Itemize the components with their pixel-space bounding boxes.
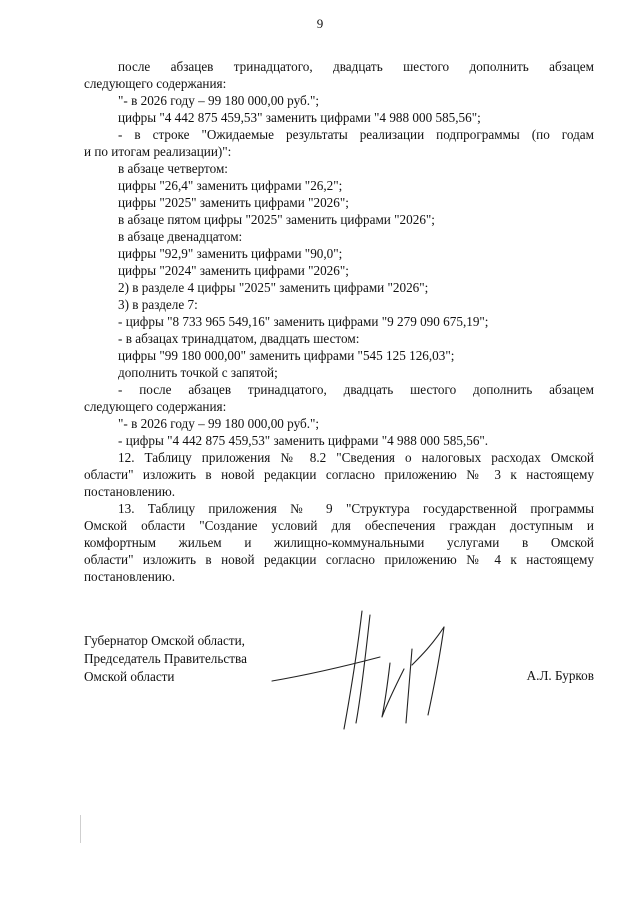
text-line: комфортным жильем и жилищно-коммунальными услугами в Омской [84,535,594,550]
text-line: дополнить точкой с запятой; [118,365,278,380]
handwritten-signature [262,605,462,735]
signatory-title-line: Губернатор Омской области, [84,633,245,648]
text-line: "- в 2026 году – 99 180 000,00 руб."; [118,416,320,431]
text-line: 13. Таблицу приложения № 9 "Структура государственной программы [118,501,594,516]
text-line: области" изложить в новой редакции согласно приложению № 4 к настоящему [84,552,594,567]
text-line: - в абзацах тринадцатом, двадцать шестом: [118,331,360,346]
text-line: после абзацев тринадцатого, двадцать шестого дополнить абзацем [118,59,594,74]
text-line: постановлению. [84,569,176,584]
text-line: постановлению. [84,484,176,499]
signatory-title-line: Председатель Правительства [84,651,247,666]
text-line: в абзаце двенадцатом: [118,229,243,244]
text-line: цифры "92,9" заменить цифрами "90,0"; [118,246,343,261]
signatory-title [84,632,247,686]
text-line: в абзаце пятом цифры "2025" заменить цифрами "2026"; [118,212,435,227]
text-line: следующего содержания: [84,76,227,91]
text-line: - цифры "8 733 965 549,16" заменить цифрами "9 279 090 675,19"; [118,314,489,329]
text-line: следующего содержания: [84,399,227,414]
document-body [84,58,594,585]
text-line: цифры "26,4" заменить цифрами "26,2"; [118,178,343,193]
signatory-title-line: Омской области [84,669,175,684]
text-line: 2) в разделе 4 цифры "2025" заменить цифрами "2026"; [118,280,429,295]
text-line: и по итогам реализации)": [84,144,232,159]
text-line: цифры "2025" заменить цифрами "2026"; [118,195,349,210]
text-line: "- в 2026 году – 99 180 000,00 руб."; [118,93,320,108]
text-line: цифры "99 180 000,00" заменить цифрами "545 125 126,03"; [118,348,455,363]
text-line: - после абзацев тринадцатого, двадцать шестого дополнить абзацем [118,382,594,397]
text-line: в абзаце четвертом: [118,161,228,176]
scan-edge-mark [80,815,81,843]
text-line: цифры "2024" заменить цифрами "2026"; [118,263,349,278]
text-line: - цифры "4 442 875 459,53" заменить цифрами "4 988 000 585,56". [118,433,489,448]
text-line: 3) в разделе 7: [118,297,198,312]
text-line: - в строке "Ожидаемые результаты реализации подпрограммы (по годам [118,127,594,142]
text-line: области" изложить в новой редакции согласно приложению № 3 к настоящему [84,467,594,482]
signatory-name: А.Л. Бурков [526,668,594,683]
text-line: 12. Таблицу приложения № 8.2 "Сведения о налоговых расходах Омской [118,450,594,465]
page-number: 9 [316,16,324,31]
text-line: Омской области "Создание условий для обеспечения граждан доступным и [84,518,594,533]
text-line: цифры "4 442 875 459,53" заменить цифрами "4 988 000 585,56"; [118,110,481,125]
